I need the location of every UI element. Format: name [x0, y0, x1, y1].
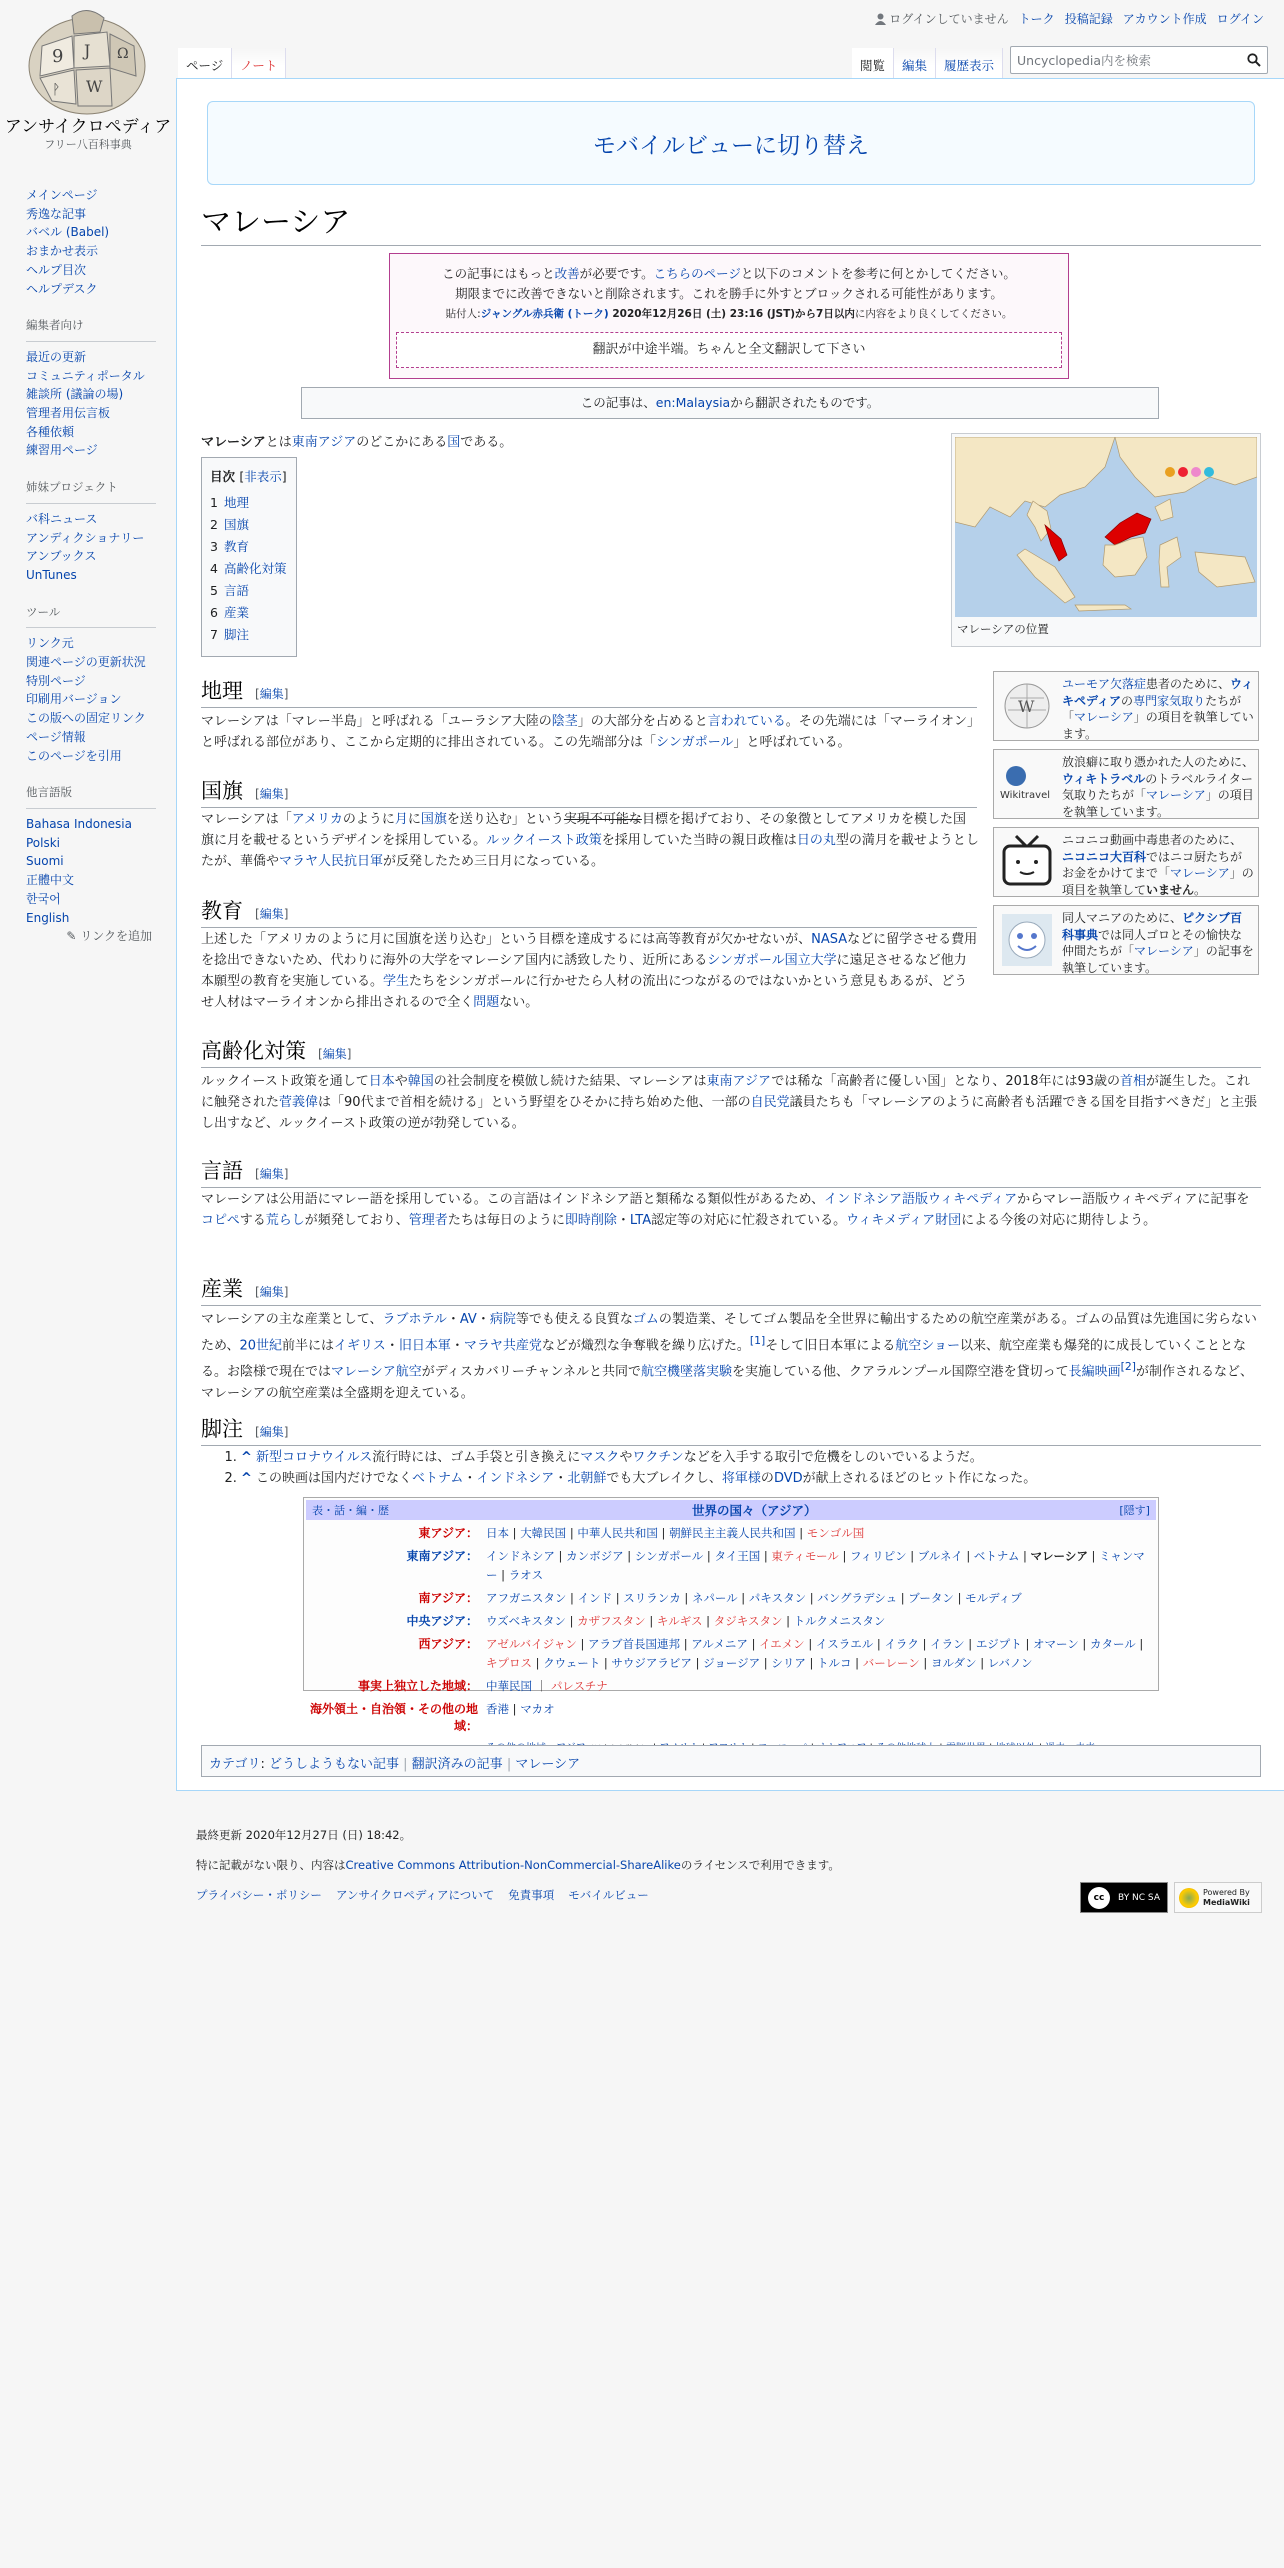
inline-link[interactable]: イラク [884, 1637, 919, 1651]
inline-link[interactable]: レバノン [987, 1656, 1033, 1670]
inline-link[interactable]: 韓国 [407, 1074, 434, 1089]
last-modified: 最終更新 2020年12月27日 (日) 18:42。 [196, 1828, 412, 1842]
site-logo[interactable] [0, 0, 176, 160]
inline-link[interactable]: マレーシア [1134, 944, 1194, 958]
improve-link[interactable]: 改善 [554, 266, 580, 281]
inline-link[interactable]: パキスタン [748, 1591, 807, 1605]
warning-line-1: この記事にはもっと改善が必要です。こちらのページと以下のコメントを参考に何とかしてください。 [442, 266, 1016, 281]
section-heading-geography: 地理 [編集] [201, 675, 977, 708]
tab-read[interactable]: 閲覧 [852, 48, 894, 78]
sidebar-item-nav-3[interactable]: おまかせ表示 [26, 244, 99, 259]
inline-link[interactable]: 旧日本軍 [398, 1338, 451, 1354]
inline-link[interactable]: シンガポール [656, 735, 734, 750]
niconico-tv-icon [998, 832, 1056, 892]
cc-license-badge[interactable] [1080, 1882, 1168, 1913]
toc-item[interactable]: 2 国旗 [210, 517, 249, 532]
edit-section-link[interactable]: 編集 [259, 1167, 284, 1181]
toc-item[interactable]: 1 地理 [210, 495, 249, 510]
inline-link[interactable]: アゼルバイジャン [486, 1637, 577, 1651]
edit-section-link[interactable]: 編集 [259, 907, 284, 921]
svg-text:J: J [84, 41, 91, 60]
footer-link[interactable]: 免責事項 [508, 1888, 555, 1902]
inline-link[interactable]: ルックイースト政策 [486, 833, 602, 848]
navbox-group-label: 東南アジア： [406, 1549, 478, 1563]
sidebar-item-tools-0[interactable]: リンク元 [26, 636, 74, 651]
inline-link[interactable]: 中華民国 [486, 1679, 532, 1693]
footnote: 1. ^ 新型コロナウイルス流行時には、ゴム手袋と引き換えにマスクやワクチンなどを入手する取引で危機をしのいでいるようだ。 [241, 1447, 1241, 1468]
inline-link[interactable]: 日本 [486, 1526, 509, 1540]
wikipedia-globe-icon [998, 676, 1056, 736]
inline-link[interactable]: 首相 [1120, 1074, 1147, 1089]
inline-link[interactable]: 言われている [707, 714, 786, 729]
inline-link[interactable]: [1] [749, 1334, 766, 1347]
inline-link[interactable]: マレーシア [1074, 710, 1134, 724]
inline-link[interactable]: 病院 [489, 1312, 516, 1327]
sidebar-item-editors-3[interactable]: 管理者用伝言板 [26, 406, 111, 421]
sidebar-item-lang-1[interactable]: Polski [26, 835, 61, 850]
navbox-group-list: アフガニスタン | インド | スリランカ | ネパール | パキスタン | バングラデシュ | ブータン | モルディブ [486, 1591, 1022, 1605]
navbox-group-label: 東アジア： [418, 1526, 478, 1540]
sidebar-navigation [26, 186, 176, 298]
talk-link[interactable]: トーク [1018, 12, 1055, 26]
create-account-link[interactable]: アカウント作成 [1122, 12, 1207, 26]
user-icon [875, 13, 886, 25]
nicopedia-box-text: ニコニコ動画中毒患者のために、ニコニコ大百科ではニコ厨たちがお金をかけてまで「マレーシア」の項目を執筆していません。 [1062, 833, 1254, 897]
sidebar-heading-editors: 編集者向け [26, 316, 156, 342]
svg-text:W: W [1018, 697, 1035, 716]
sidebar-item-tools-5[interactable]: ページ情報 [26, 729, 86, 744]
inline-link[interactable]: マカオ [520, 1702, 555, 1716]
navbox-header [306, 1500, 1156, 1520]
tab-edit[interactable] [894, 48, 936, 78]
inline-link[interactable]: アフガニスタン [486, 1591, 567, 1605]
sidebar-item-sister-1[interactable]: アンディクショナリー [26, 530, 145, 545]
inline-link[interactable]: ウィキトラベル [1062, 771, 1146, 786]
translation-notice: この記事は、en:Malaysiaから翻訳されたものです。 [301, 387, 1159, 419]
inline-link[interactable]: 北朝鮮 [567, 1471, 607, 1486]
inline-link[interactable]: タイ王国 [714, 1549, 761, 1563]
pixiv-face-icon [998, 910, 1056, 970]
inline-link[interactable]: ウィキペディア [1062, 677, 1254, 708]
inline-link[interactable]: 香港 [486, 1702, 509, 1716]
inline-link[interactable]: 荒らし [265, 1213, 305, 1228]
section-body-aging: ルックイースト政策を通して日本や韓国の社会制度を模倣し続けた結果、マレーシアは東南アジアでは稀な「高齢者に優しい国」となり、2018年には93歳の首相が誕生した。これに触発された菅義偉は「90代まで首相を続ける」という野望をひそかに持ち始めた他、一部の自民党議員たちも「マレーシアのように高齢者も活躍できる国を目指すべきだ」と主張し出すなど、ルックイースト政策の逆が勃発している。 [201, 1074, 1258, 1131]
inline-link[interactable]: DVD [773, 1471, 803, 1486]
inline-link[interactable]: イギリス [334, 1338, 386, 1354]
edit-section-link[interactable]: 編集 [322, 1047, 347, 1061]
inline-link[interactable]: インドネシア [476, 1471, 555, 1486]
sidebar-heading-tools: ツール [26, 603, 156, 629]
inline-link[interactable]: バーレーン [862, 1656, 920, 1670]
inline-link[interactable]: クウェート [543, 1656, 601, 1670]
mobile-view-button[interactable]: モバイルビューに切り替え [207, 101, 1255, 185]
sidebar-item-lang-4[interactable]: 한국어 [26, 891, 61, 906]
sidebar-item-lang-0[interactable]: Bahasa Indonesia [26, 816, 132, 831]
inline-link[interactable]: 航空機墜落実験 [640, 1364, 732, 1380]
svg-text:ᚹ: ᚹ [52, 82, 61, 98]
inline-link[interactable]: ワクチン [632, 1450, 684, 1465]
section-body-industry: マレーシアの主な産業として、ラブホテル・AV・病院等でも使える良質なゴムの製造業、そしてゴム製品を全世界に輸出するための航空産業がある。ゴムの品質は先進国に劣らないため、20世紀前半にはイギリス・旧日本軍・マラヤ共産党などが熾烈な争奪戦を繰り広げた。[1]そして旧日本軍による航空ショー以来、航空産業も爆発的に成長していくこととなる。お陰様で現在ではマレーシア航空がディスカバリーチャンネルと共同で航空機墜落実験を実施している他、クアラルンプール国際空港を貸切って長編映画[2]が制作されるなど、マレーシアの航空産業は全盛期を迎えている。 [201, 1312, 1257, 1401]
navbox-group-list: アゼルバイジャン | アラブ首長国連邦 | アルメニア | イエメン | イスラエル | イラク | イラン | エジプト | オマーン | カタール | キプロス | クウェート | サウジアラビア | ジョージア | シリア | トルコ | バーレーン | ヨルダン | レバノン [486, 1637, 1144, 1670]
inline-link[interactable]: マスク [580, 1450, 620, 1465]
sidebar-item-tools-4[interactable]: この版への固定リンク [26, 711, 146, 726]
section-heading-education: 教育 [編集] [201, 895, 977, 928]
personal-tools [875, 10, 1264, 27]
sidebar-tools [26, 603, 176, 766]
inline-link[interactable]: ニコニコ大百科 [1062, 849, 1147, 864]
toc-item[interactable]: 3 教育 [210, 539, 249, 554]
inline-link[interactable]: イスラエル [815, 1637, 874, 1651]
inline-link[interactable]: マラヤ共産党 [463, 1338, 542, 1354]
navbox-row [306, 1524, 1156, 1543]
section-heading-industry: 産業 [編集] [201, 1273, 1261, 1306]
add-links-label: リンクを追加 [80, 929, 152, 944]
navbox-hide-toggle[interactable]: [隠す] [1119, 1504, 1150, 1517]
navbox-group-list: 中華民国 ｜ パレスチナ [486, 1679, 608, 1693]
navbox-group-list: 日本 | 大韓民国 | 中華人民共和国 | 朝鮮民主主義人民共和国 | モンゴル国 [486, 1526, 865, 1540]
pixiv-box-text: 同人マニアのために、ピクシブ百科事典では同人ゴロとその愉快な仲間たちが「マレーシア」の記事を執筆しています。 [1062, 911, 1254, 975]
navbox-title[interactable]: 世界の国々（アジア） [691, 1503, 817, 1518]
footnotes-list [201, 1447, 1241, 1489]
cleanup-warning-box [389, 253, 1069, 379]
inline-link[interactable]: ラブホテル [382, 1312, 447, 1327]
navbox-row [306, 1635, 1156, 1673]
category-link[interactable]: どうしようもない記事 [269, 1757, 400, 1772]
inline-link[interactable]: パレスチナ [550, 1679, 608, 1693]
contributions-link[interactable]: 投稿記録 [1064, 12, 1113, 26]
toc-title: 目次 [非表示] [210, 469, 287, 484]
toc-item[interactable]: 7 脚注 [210, 627, 249, 642]
inline-link[interactable]: サウジアラビア [611, 1656, 692, 1670]
sidebar-item-nav-2[interactable]: バベル (Babel) [26, 225, 110, 240]
add-language-links[interactable] [26, 927, 152, 946]
sidebar-item-lang-5[interactable]: English [26, 910, 70, 925]
search-icon[interactable] [1247, 53, 1261, 67]
navbox-group-list: ウズベキスタン | カザフスタン | キルギス | タジキスタン | トルクメニスタン [486, 1614, 886, 1628]
inline-link[interactable]: 長編映画 [1068, 1364, 1121, 1380]
inline-link[interactable]: コピペ [201, 1213, 240, 1228]
sidebar-item-nav-5[interactable]: ヘルプデスク [26, 281, 98, 296]
inline-link[interactable]: 大韓民国 [520, 1526, 567, 1540]
inline-link[interactable]: ミャンマー [486, 1549, 1145, 1582]
sister-project-boxes [993, 671, 1259, 983]
inline-link[interactable]: ヨルダン [930, 1656, 977, 1670]
category-link[interactable]: 翻訳済みの記事 [411, 1757, 503, 1772]
inline-link[interactable]: 新型コロナウイルス [256, 1450, 373, 1465]
login-link[interactable]: ログイン [1216, 12, 1264, 26]
wikipedia-box-text: ユーモア欠落症患者のために、ウィキペディアの専門家気取りたちが「マレーシア」の項目を執筆しています。 [1062, 677, 1254, 741]
inline-link[interactable]: イラン [930, 1637, 965, 1651]
footer-badges [1080, 1882, 1262, 1913]
nicopedia-box [993, 827, 1259, 897]
sidebar-item-editors-4[interactable]: 各種依頼 [26, 424, 75, 439]
navbox-group-label: 海外領土・自治領・その他の地域： [309, 1702, 478, 1733]
category-links: カテゴリ: どうしようもない記事 | 翻訳済みの記事 | マレーシア [201, 1745, 1261, 1777]
mw-badge-line-2: MediaWiki [1203, 1897, 1250, 1907]
toc-hide-toggle[interactable]: 非表示 [244, 469, 282, 484]
inline-link[interactable]: フィリピン [849, 1549, 907, 1563]
sidebar-item-editors-2[interactable]: 雑談所 (議論の場) [26, 387, 124, 402]
inline-link[interactable]: 問題 [473, 995, 500, 1010]
section-body-geography: マレーシアは「マレー半島」と呼ばれる「ユーラシア大陸の陰茎」の大部分を占めると言われている。その先端には「マーライオン」と呼ばれる部位があり、ここから定期的に排出されている。この先端部分は「シンガポール」と呼ばれている。 [201, 714, 974, 750]
inline-link[interactable]: 朝鮮民主主義人民共和国 [669, 1526, 796, 1540]
inline-link[interactable]: タジキスタン [713, 1614, 783, 1628]
sidebar-item-tools-3[interactable]: 印刷用バージョン [26, 692, 122, 707]
inline-link[interactable]: ベトナム [973, 1549, 1020, 1563]
sidebar-item-nav-1[interactable]: 秀逸な記事 [26, 206, 87, 221]
sidebar-item-nav-4[interactable]: ヘルプ目次 [26, 262, 87, 277]
toc-item[interactable]: 6 産業 [210, 605, 249, 620]
inline-link[interactable]: ブルネイ [917, 1549, 963, 1563]
navbox-row [306, 1547, 1156, 1585]
not-logged-in-label: ログインしていません [889, 12, 1009, 26]
navbox-vte-links[interactable]: 表・話・編・歴 [312, 1504, 389, 1517]
inline-link[interactable]: モルディブ [965, 1591, 1022, 1605]
sidebar-item-sister-2[interactable]: アンブックス [26, 549, 97, 564]
sidebar-item-sister-3[interactable]: UnTunes [26, 567, 77, 582]
section-heading-notes: 脚注 [編集] [201, 1413, 1261, 1446]
main-content [176, 78, 1284, 1791]
svg-text:9: 9 [52, 46, 64, 67]
poster-user-link[interactable]: ジャングル赤兵衛 [480, 308, 564, 320]
section-heading-aging: 高齢化対策 [編集] [201, 1035, 1261, 1068]
license-notice: 特に記載がない限り、内容はCreative Commons Attribution-NonCommercial-ShareAlikeのライセンスで利用できます。 [196, 1858, 840, 1872]
inline-link[interactable]: ベトナム [412, 1471, 464, 1486]
asia-countries-navbox [303, 1497, 1159, 1733]
namespace-tabs [178, 48, 286, 78]
edit-section-link[interactable]: 編集 [259, 1285, 284, 1299]
inline-link[interactable]: キルギス [656, 1614, 703, 1628]
malaysia-location-map [955, 437, 1257, 617]
lead-paragraph: マレーシアとは東南アジアのどこかにある国である。 [201, 435, 513, 450]
pencil-icon: ✎ [66, 929, 77, 944]
navbox-group-list: 香港 | マカオ [486, 1702, 555, 1716]
license-link[interactable]: Creative Commons Attribution-NonCommercial-ShareAlike [345, 1858, 681, 1872]
inline-link[interactable]: 管理者 [408, 1213, 448, 1228]
inline-link[interactable]: カンボジア [566, 1549, 624, 1563]
search-input[interactable] [1010, 46, 1268, 74]
inline-link[interactable]: カザフスタン [577, 1614, 646, 1628]
inline-link[interactable]: ネパール [691, 1591, 738, 1605]
puzzle-globe-logo-icon [12, 6, 162, 116]
search-placeholder: Uncyclopedia内を検索 [1017, 53, 1152, 68]
footer-link[interactable]: プライバシー・ポリシー [196, 1888, 322, 1902]
footnote: 2. ^ この映画は国内だけでなくベトナム・インドネシア・北朝鮮でも大ブレイクし、将軍様のDVDが献上されるほどのヒット作になった。 [241, 1468, 1241, 1489]
inline-link[interactable]: アルメニア [691, 1637, 748, 1651]
not-logged-in [875, 10, 1008, 27]
tab-history-label: 履歴表示 [944, 58, 995, 73]
inline-link[interactable]: 将軍様 [721, 1471, 761, 1486]
svg-text:W: W [86, 77, 103, 96]
inline-link[interactable]: マレーシア [1146, 788, 1206, 802]
sidebar-item-lang-3[interactable]: 正體中文 [26, 873, 75, 888]
inline-link[interactable]: 日の丸 [796, 833, 836, 848]
inline-link[interactable]: マラヤ人民抗日軍 [279, 854, 384, 869]
source-article-link[interactable]: en:Malaysia [655, 395, 731, 410]
sidebar-heading-sister: 姉妹プロジェクト [26, 478, 156, 504]
inline-link[interactable]: 東ティモール [771, 1549, 839, 1563]
edit-section-link[interactable]: 編集 [259, 687, 284, 701]
inline-link[interactable]: キプロス [486, 1656, 532, 1670]
inline-link[interactable]: エジプト [975, 1637, 1022, 1651]
inline-link[interactable]: モンゴル国 [806, 1526, 865, 1540]
section-heading-language: 言語 [編集] [201, 1155, 1261, 1188]
inline-link[interactable]: 20世紀 [239, 1338, 283, 1354]
inline-link[interactable]: シンガポール国立大学 [707, 953, 837, 968]
categories-label-link[interactable]: カテゴリ [209, 1757, 261, 1772]
sidebar-item-editors-1[interactable]: コミュニティポータル [26, 368, 145, 383]
footer-links [196, 1885, 1196, 1905]
svg-text:Wikitravel: Wikitravel [1000, 790, 1051, 801]
inline-link[interactable]: アラブ首長国連邦 [588, 1637, 681, 1651]
warning-comment: 翻訳が中途半端。ちゃんと全文翻訳して下さい [396, 332, 1062, 368]
inline-link[interactable]: マレーシア [1170, 866, 1230, 880]
inline-link[interactable]: シンガポール [634, 1549, 704, 1563]
inline-link[interactable]: ^ [241, 1450, 252, 1465]
inline-link[interactable]: カタール [1089, 1637, 1136, 1651]
pixiv-box [993, 905, 1259, 975]
inline-link[interactable]: AV [459, 1312, 477, 1327]
inline-link[interactable]: シリア [771, 1656, 806, 1670]
sidebar-editors [26, 316, 176, 460]
mediawiki-sunflower-icon [1179, 1888, 1199, 1908]
sidebar [26, 186, 176, 964]
navbox-row [306, 1700, 1156, 1734]
inline-link[interactable]: [2] [1120, 1360, 1136, 1374]
inline-link[interactable]: ウィキメディア財団 [846, 1213, 962, 1228]
warning-line-3: 貼付人:ジャングル赤兵衛 (トーク) 2020年12月26日 (土) 23:16 (JST)から7日以内に内容をより良くしてください。 [445, 308, 1013, 320]
navbox-row [306, 1612, 1156, 1631]
inline-link[interactable]: 即時削除 [564, 1213, 617, 1228]
navbox-group-list: インドネシア | カンボジア | シンガポール | タイ王国 | 東ティモール | フィリピン | ブルネイ | ベトナム | マレーシア | ミャンマー | ラオス [486, 1549, 1145, 1582]
tab-note[interactable] [232, 48, 286, 78]
inline-link[interactable]: オマーン [1033, 1637, 1079, 1651]
svg-text:Ω: Ω [117, 46, 129, 62]
sidebar-item-tools-2[interactable]: 特別ページ [26, 673, 86, 688]
inline-link[interactable]: スリランカ [623, 1591, 681, 1605]
inline-link[interactable]: トルコ [817, 1656, 852, 1670]
navbox-row [306, 1677, 1156, 1696]
cc-badge-text: BY NC SA [1118, 1892, 1160, 1903]
inline-link[interactable]: 東南アジア [706, 1074, 772, 1089]
inline-link[interactable]: インド [577, 1591, 613, 1605]
sidebar-item-nav-0[interactable]: メインページ [26, 188, 98, 202]
inline-link[interactable]: インドネシア [486, 1549, 555, 1563]
inline-link[interactable]: ユーモア欠落症 [1062, 677, 1147, 691]
cc-icon: cc [1088, 1887, 1110, 1909]
section-body-language: マレーシアは公用語にマレー語を採用している。この言語はインドネシア語と類稀なる類似性があるため、インドネシア語版ウィキペディアからマレー語版ウィキペディアに記事をコピペする荒らしが頻発しており、管理者たちは毎日のように即時削除・LTA認定等の対応に忙殺されている。ウィキメディア財団による今後の対応に期待しよう。 [201, 1192, 1250, 1228]
sidebar-languages [26, 783, 176, 946]
inline-link[interactable]: ピクシブ百科事典 [1062, 911, 1243, 942]
inline-link[interactable]: 国旗 [420, 812, 447, 827]
sidebar-item-sister-0[interactable]: バ科ニュース [26, 511, 98, 526]
sidebar-heading-languages: 他言語版 [26, 783, 156, 809]
mediawiki-badge[interactable] [1174, 1882, 1262, 1913]
sidebar-item-tools-1[interactable]: 関連ページの更新状況 [26, 655, 146, 670]
section-body-flag: マレーシアは「アメリカのように月に国旗を送り込む」という実現不可能な目標を掲げており、その象徴としてアメリカを模した国旗に月を載せるというデザインを採用している。ルックイースト政策を採用していた当時の親日政権は日の丸型の満月を載せようとしたが、華僑やマラヤ人民抗日軍が反発したため三日月になっている。 [201, 812, 979, 869]
footer-link[interactable]: アンサイクロペディアについて [335, 1888, 495, 1902]
inline-link[interactable]: ラオス [508, 1568, 544, 1582]
toc-item[interactable]: 4 高齢化対策 [210, 561, 287, 576]
table-of-contents [201, 457, 297, 657]
inline-link[interactable]: 月 [394, 812, 408, 827]
sidebar-item-tools-6[interactable]: このページを引用 [26, 748, 122, 763]
site-title: アンサイクロペディア [4, 117, 172, 137]
edit-section-link[interactable]: 編集 [259, 787, 284, 801]
section-body-education: 上述した「アメリカのように月に国旗を送り込む」という目標を達成するには高等教育が欠かせないが、NASAなどに留学させる費用を捻出できないため、代わりに海外の大学をマレーシア国内に誘致したり、近所にあるシンガポール国立大学に遠足させるなど他力本願型の教育を実施している。学生たちをシンガポールに行かせたら人材の流出につながるのではないかという意見もあるが、どうせ人材はマーライオンから排出されるので全く問題ない。 [201, 932, 978, 1010]
wikitravel-box-text: 放浪癖に取り憑かれた人のために、ウィキトラベルのトラベルライター気取りたちが「マレーシア」の項目を執筆しています。 [1062, 755, 1255, 819]
inline-link[interactable]: インドネシア語版ウィキペディア [824, 1192, 1018, 1207]
inline-link[interactable]: LTA [629, 1213, 652, 1228]
edit-section-link[interactable]: 編集 [259, 1425, 284, 1439]
inline-link[interactable]: 自民党 [750, 1095, 790, 1110]
footer-link[interactable]: モバイルビュー [568, 1888, 649, 1902]
map-caption: マレーシアの位置 [957, 622, 1049, 636]
inline-link[interactable]: NASA [811, 932, 848, 947]
wikitravel-logo-icon [998, 754, 1056, 814]
site-subtitle: フリー八百科事典 [44, 138, 132, 151]
inline-link[interactable]: ジョージア [703, 1656, 761, 1670]
wikitravel-box [993, 749, 1259, 819]
sidebar-item-editors-5[interactable]: 練習用ページ [26, 443, 98, 458]
sidebar-item-editors-0[interactable]: 最近の更新 [26, 349, 87, 364]
navbox-row [306, 1589, 1156, 1608]
inline-link[interactable]: トルクメニスタン [793, 1614, 886, 1628]
inline-link[interactable]: 日本 [368, 1074, 395, 1089]
warning-line-2: 期限までに改善できないと削除されます。これを勝手に外すとブロックされる可能性があります。 [455, 286, 1003, 301]
inline-link[interactable]: 中華人民共和国 [577, 1526, 658, 1540]
poster-talk-link[interactable]: (トーク) [567, 308, 609, 320]
navbox-group-label: 中央アジア： [406, 1614, 478, 1628]
wikipedia-box [993, 671, 1259, 741]
page-title: マレーシア [201, 197, 1261, 246]
inline-link[interactable]: 専門家気取り [1133, 693, 1206, 708]
tab-history[interactable] [936, 48, 1003, 78]
footer [196, 1825, 1196, 1905]
sidebar-sister-projects [26, 478, 176, 585]
inline-link[interactable]: ブータン [908, 1591, 954, 1605]
inline-link[interactable]: マレーシア航空 [331, 1364, 422, 1380]
inline-link[interactable]: イエメン [759, 1637, 805, 1651]
country-link[interactable]: 国 [447, 435, 461, 450]
toc-item[interactable]: 5 言語 [210, 583, 249, 598]
navbox-group-label: 事実上独立した地域： [357, 1679, 478, 1693]
view-tabs [852, 48, 1003, 78]
sidebar-item-lang-2[interactable]: Suomi [26, 854, 64, 869]
inline-link[interactable]: バングラデシュ [817, 1591, 898, 1605]
inline-link[interactable]: 学生 [383, 974, 410, 989]
tab-edit-label: 編集 [902, 58, 928, 73]
inline-link[interactable]: ウズベキスタン [486, 1614, 566, 1628]
category-link[interactable]: マレーシア [515, 1757, 581, 1772]
this-page-link[interactable]: こちらのページ [653, 266, 741, 281]
location-map-thumbnail[interactable] [951, 433, 1261, 647]
southeast-asia-link[interactable]: 東南アジア [291, 435, 357, 450]
inline-link[interactable]: 陰茎 [551, 714, 578, 729]
inline-link[interactable]: ゴム [632, 1312, 659, 1327]
inline-link[interactable]: 航空ショー [895, 1338, 960, 1354]
section-heading-flag: 国旗 [編集] [201, 775, 977, 808]
navbox-group-label: 南アジア： [418, 1591, 478, 1605]
navbox-group-label: 西アジア： [418, 1637, 478, 1651]
inline-link[interactable]: 菅義偉 [279, 1095, 319, 1110]
inline-link[interactable]: ^ [241, 1471, 252, 1486]
mw-badge-line-1: Powered By [1203, 1887, 1250, 1897]
inline-link[interactable]: アメリカ [291, 812, 343, 827]
tab-page[interactable]: ページ [178, 48, 232, 78]
tab-note-label: ノート [240, 58, 278, 73]
